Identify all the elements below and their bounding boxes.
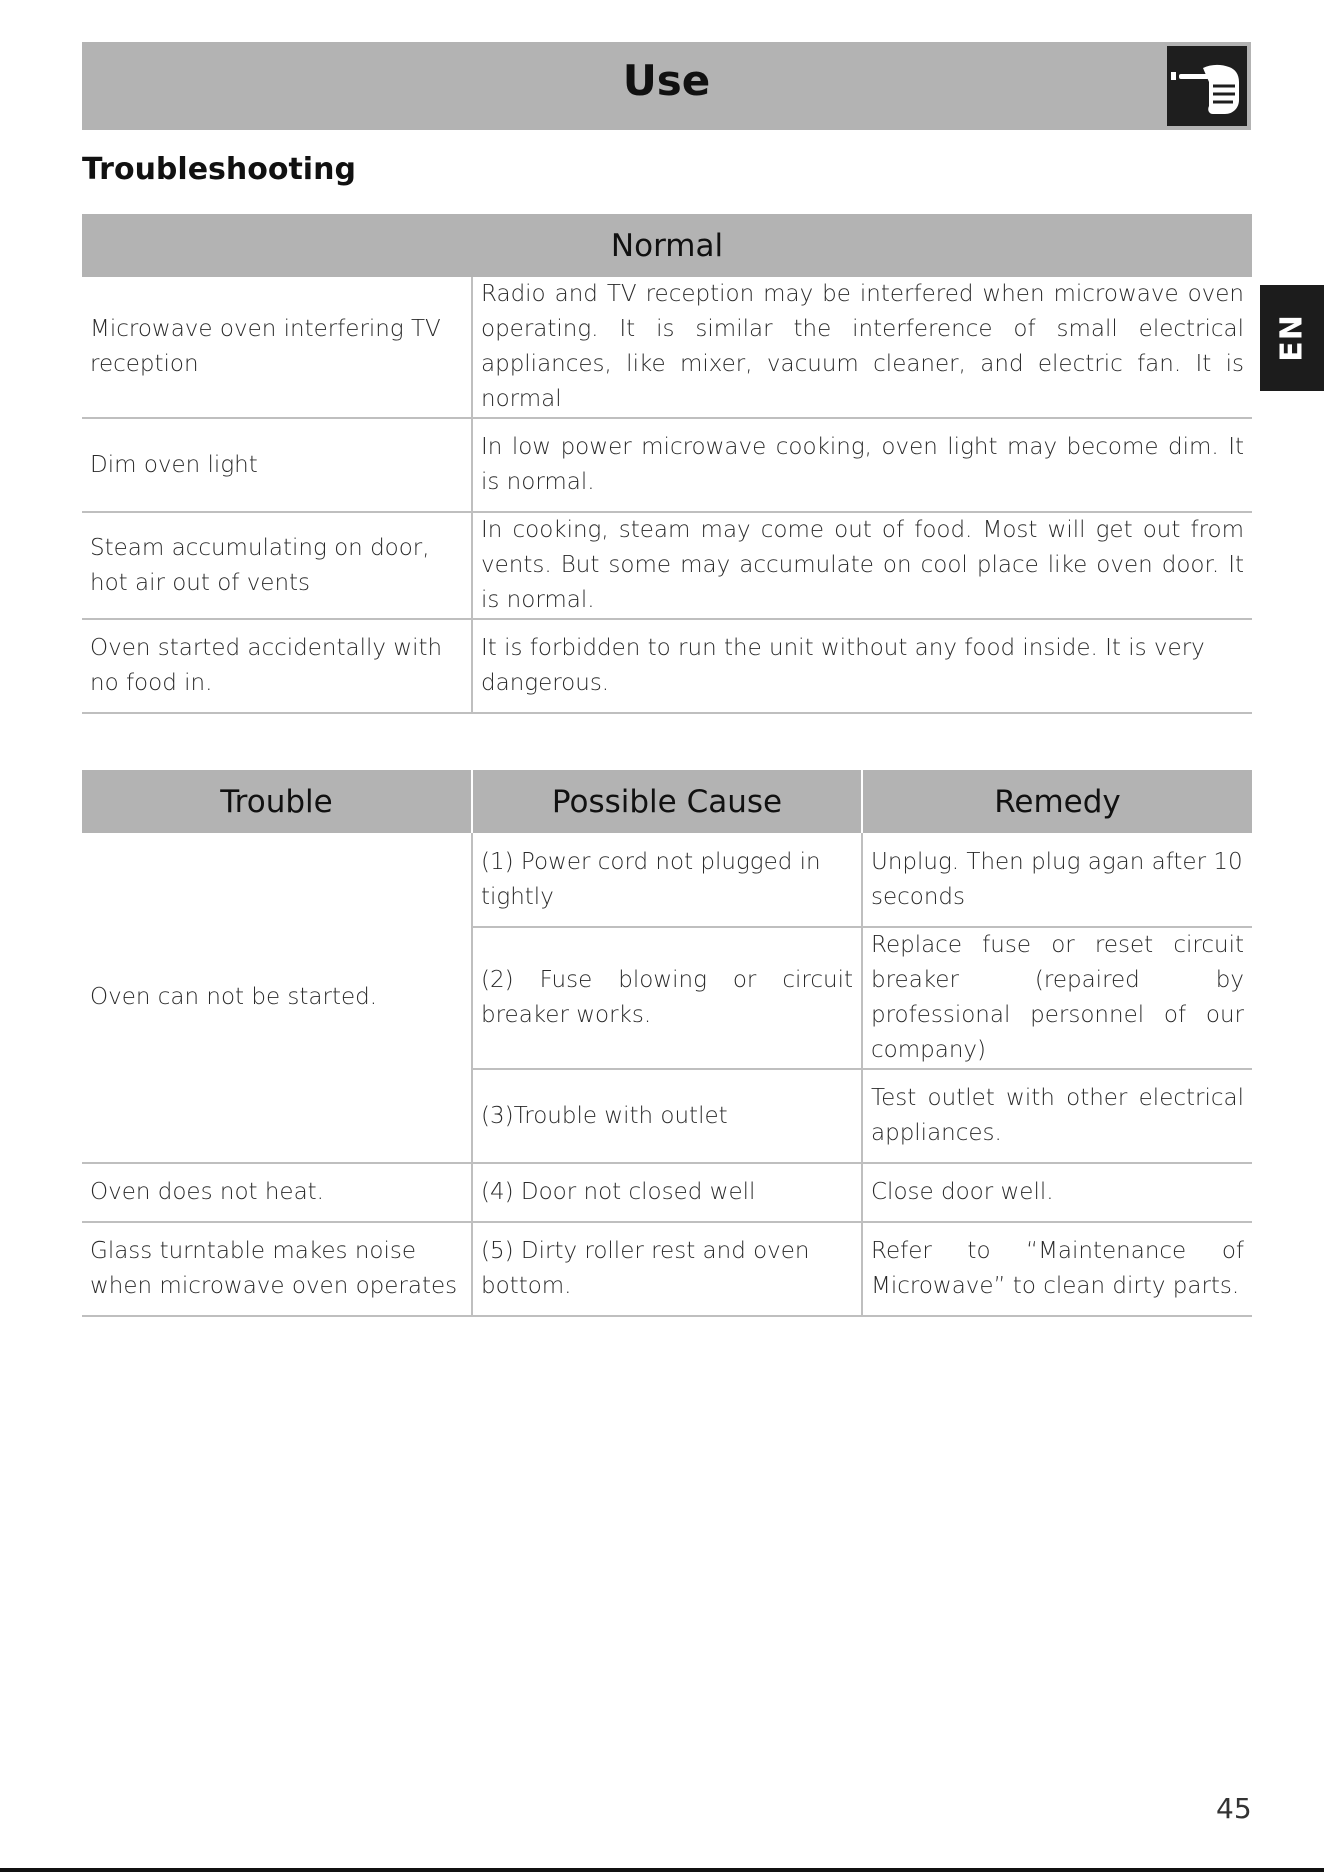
section-title: Troubleshooting xyxy=(82,152,356,187)
possible-cause-header: Possible Cause xyxy=(472,770,862,833)
condition-cell: Oven started accidentally with no food in. xyxy=(82,619,472,713)
bottom-rule xyxy=(0,1868,1324,1872)
remedy-cell: Replace fuse or reset circuit breaker (repaired by professional personnel of our company) xyxy=(862,927,1252,1069)
condition-cell: Microwave oven interfering TV reception xyxy=(82,277,472,418)
table-row xyxy=(82,1163,1252,1222)
remedy-cell: Test outlet with other electrical appliances. xyxy=(862,1069,1252,1163)
pointing-hand-icon xyxy=(1167,46,1247,126)
trouble-table xyxy=(82,770,1252,1317)
table-row xyxy=(82,512,1252,619)
language-label: EN xyxy=(1274,314,1310,362)
remedy-cell: Close door well. xyxy=(862,1163,1252,1222)
normal-table xyxy=(82,214,1252,714)
header-bar xyxy=(82,42,1251,130)
explanation-cell: Radio and TV reception may be interfered when microwave oven operating. It is similar the interference of small electrical appliances, like mixer, vacuum cleaner, and electric fan. It is normal xyxy=(472,277,1252,418)
explanation-cell: In low power microwave cooking, oven light may become dim. It is normal. xyxy=(472,418,1252,512)
condition-cell: Dim oven light xyxy=(82,418,472,512)
cause-cell: (2) Fuse blowing or circuit breaker works. xyxy=(472,927,862,1069)
page-number: 45 xyxy=(1216,1792,1252,1825)
table-row xyxy=(82,418,1252,512)
condition-cell: Steam accumulating on door, hot air out of vents xyxy=(82,512,472,619)
trouble-cell: Oven does not heat. xyxy=(82,1163,472,1222)
remedy-cell: Refer to “Maintenance of Microwave” to clean dirty parts. xyxy=(862,1222,1252,1316)
remedy-header: Remedy xyxy=(862,770,1252,833)
cause-cell: (3)Trouble with outlet xyxy=(472,1069,862,1163)
explanation-cell: It is forbidden to run the unit without any food inside. It is very dangerous. xyxy=(472,619,1252,713)
table-row xyxy=(82,833,1252,927)
cause-cell: (5) Dirty roller rest and oven bottom. xyxy=(472,1222,862,1316)
table-row xyxy=(82,619,1252,713)
table-row xyxy=(82,1222,1252,1316)
cause-cell: (4) Door not closed well xyxy=(472,1163,862,1222)
remedy-cell: Unplug. Then plug agan after 10 seconds xyxy=(862,833,1252,927)
explanation-cell: In cooking, steam may come out of food. Most will get out from vents. But some may accumulate on cool place like oven door. It is normal. xyxy=(472,512,1252,619)
table-row xyxy=(82,277,1252,418)
cause-cell: (1) Power cord not plugged in tightly xyxy=(472,833,862,927)
trouble-cell: Glass turntable makes noise when microwave oven operates xyxy=(82,1222,472,1316)
page-title: Use xyxy=(622,56,711,105)
trouble-cell: Oven can not be started. xyxy=(82,833,472,1163)
trouble-header: Trouble xyxy=(82,770,472,833)
normal-table-header: Normal xyxy=(82,214,1252,277)
language-tab xyxy=(1260,285,1324,391)
